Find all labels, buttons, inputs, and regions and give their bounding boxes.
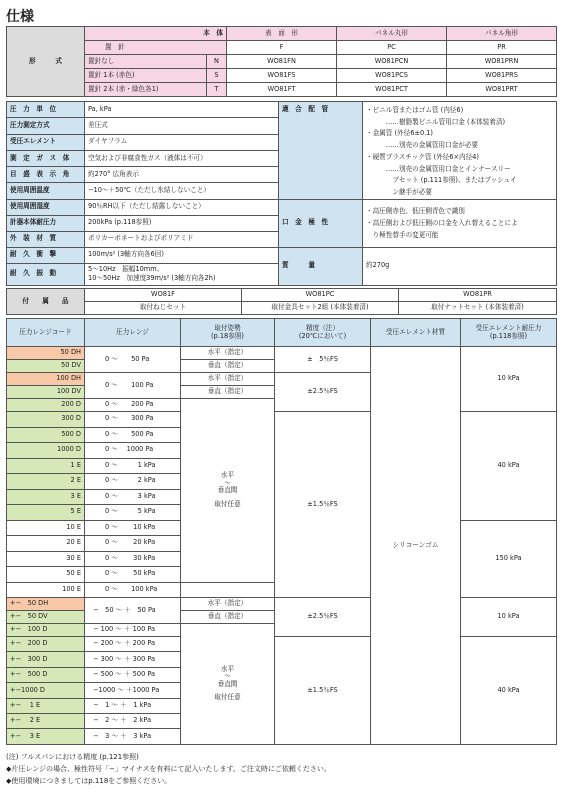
note-line: ◆片圧レンジの場合、極性符号「−」マイナスを有料にて記入いたします。ご注文時にご依頼ください。 [6,765,331,773]
spec-label: 計器本体耐圧力 [7,215,85,231]
range-code: 30 E [7,551,85,567]
range-value: − 2 〜 ＋ 2 kPa [85,713,181,728]
posture-horizontal: 水平（指定） [181,598,275,611]
range-code: +− 300 D [7,652,85,667]
range-code: 2 E [7,474,85,490]
pointer-option: 置針 2本 (赤・緑色各1) [85,83,207,97]
withstand-value: 40 kPa [461,412,557,521]
range-code: 100 E [7,582,85,598]
accuracy-value: ±2.5％FS [275,598,371,637]
range-code: +− 200 D [7,637,85,652]
range-value: 0 〜 3 kPa [85,489,181,505]
posture-free-line: 水平 [220,664,235,673]
accessory-model: WO81F [85,289,242,302]
range-code: 50 DH [7,347,85,360]
range-code: +− 3 E [7,729,85,744]
spec-value: 空気および非腐食性ガス（液体は不可） [85,150,279,166]
model-code: WO81PRS [447,69,557,83]
posture-vertical: 垂直（指定） [181,386,275,399]
range-code: 500 D [7,427,85,443]
model-code: WO81PCT [337,83,447,97]
piping-line: ・硬質プラスチック管 (外径6×内径4) [366,152,479,161]
posture-vertical: 垂直（指定） [181,360,275,373]
piping-label: 適 合 配 管 [279,102,363,200]
range-value: − 50 〜 ＋ 50 Pa [85,598,181,624]
model-code: WO81FS [227,69,337,83]
header-withstand-main: 受圧エレメント耐圧力 [475,323,542,332]
range-value: −1000 〜 ＋1000 Pa [85,683,181,698]
posture-free [181,624,275,745]
vibration-line: 5〜10Hz 振幅10mm、 [88,265,164,274]
model-code: WO81FT [227,83,337,97]
port-line: ・高圧側および低圧側の口金を入れ替えることによ [366,219,518,228]
header-withstand-sub: (p.118参照) [489,331,528,340]
spec-value: −10〜＋50℃（ただし氷結しないこと） [85,183,279,199]
range-value: 0 〜 50 Pa [85,347,181,373]
range-code: +− 500 D [7,667,85,682]
range-value: 0 〜 2 kPa [85,474,181,490]
accessory-table [6,288,557,315]
pointer-code: S [207,69,227,83]
spec-value [85,263,279,285]
range-code: 1 E [7,458,85,474]
range-code: +− 2 E [7,713,85,728]
range-value: 0 〜 100 kPa [85,582,181,598]
piping-line: ・ビニル管またはゴム管 (内径6) [366,106,464,114]
range-value: − 300 〜 ＋ 300 Pa [85,652,181,667]
spec-label: 外 装 材 質 [7,231,85,247]
model-table [6,26,557,97]
range-value: 0 〜 200 Pa [85,399,181,412]
range-code: 100 DV [7,386,85,399]
model-code: WO81PCS [337,69,447,83]
accuracy-value: ±2.5％FS [275,373,371,412]
pointer-code: N [207,55,227,69]
spec-value: 90％RH以下（ただし結露しないこと） [85,199,279,215]
piping-line: ・金属管 (外径6±0.1) [366,129,434,138]
posture-free-line: 取付任意 [214,499,241,508]
spec-label: 測 定 ガ ス 体 [7,150,85,166]
range-code: +− 1 E [7,698,85,713]
pointer-option: 置針 1本 (赤色) [85,69,207,83]
spec-label: 圧 力 単 位 [7,102,85,118]
posture-free [181,399,275,583]
range-value: 0 〜 30 kPa [85,551,181,567]
accessory-model: WO81PC [242,289,399,302]
range-value: 0 〜 10 kPa [85,520,181,536]
range-code: +−1000 D [7,683,85,698]
accuracy-value: ±1.5％FS [275,412,371,598]
note-line: ◆使用環境につきましてはp.118をご参照ください。 [6,777,172,785]
range-code: 100 DH [7,373,85,386]
spec-label: 圧力測定方式 [7,118,85,134]
posture-horizontal: 水平（指定） [181,373,275,386]
body-label: 本 体 [85,27,227,41]
spec-label: 耐 久 衝 撃 [7,247,85,263]
header-posture-main: 取付姿勢 [214,323,241,332]
spec-value: 100m/s² (3軸方向各6回) [85,247,279,263]
range-value: 0 〜 50 kPa [85,567,181,583]
range-value: 0 〜 100 Pa [85,373,181,399]
piping-line: ……別売の金属管用口金とインナースリー [366,164,511,173]
range-code: 5 E [7,505,85,521]
shape-code: F [227,41,337,55]
spec-label: 使用周囲温度 [7,183,85,199]
range-code: 10 E [7,520,85,536]
piping-line: ……別売の金属管用口金が必要 [366,141,479,150]
vibration-line: 10〜50Hz 加速度39m/s² (3軸方向各2h) [88,274,216,283]
port-label: 口 金 極 性 [279,199,363,247]
posture-free-line: 垂直間 [217,486,238,495]
range-value: 0 〜 1000 Pa [85,443,181,459]
spec-value: Pa, kPa [85,102,279,118]
header-posture-sub: (p.18参照) [210,331,244,340]
notes [6,751,331,787]
posture-free-line: 水平 [220,471,235,480]
range-value: 0 〜 20 kPa [85,536,181,552]
element-material: シリコーンゴム [371,347,461,745]
pointer-code: T [207,83,227,97]
shape-header: パネル丸形 [337,27,447,41]
port-line: ・高圧側赤色、低圧側青色で識別 [366,207,465,216]
range-code: 50 E [7,567,85,583]
header-accuracy [275,319,371,347]
accuracy-value: ± 5％FS [275,347,371,373]
header-withstand [461,319,557,347]
range-code: +− 100 D [7,624,85,637]
mass-value: 約270g [363,247,557,285]
pointer-label: 置 針 [85,41,227,55]
spec-value: 約270° 広角表示 [85,167,279,183]
range-code: +− 50 DV [7,611,85,624]
port-line: り極性替手の変更可能 [366,231,439,240]
range-code: 200 D [7,399,85,412]
spec-label: 目 盛 表 示 角 [7,167,85,183]
range-code: 20 E [7,536,85,552]
withstand-value: 40 kPa [461,637,557,745]
model-code: WO81FN [227,55,337,69]
pointer-option: 置針なし [85,55,207,69]
range-code: 300 D [7,412,85,428]
accessory-item: 取付ねじセット [85,302,242,315]
piping-line: ……樹脂製ビニル管用口金 (本体装着済) [366,117,506,126]
range-code: 50 DV [7,360,85,373]
piping-line: ブセット (p.111参照)、またはプッシュイ [366,176,517,185]
range-value: 0 〜 500 Pa [85,427,181,443]
piping-line: ン継手が必要 [366,187,432,196]
shape-header: 表 面 形 [227,27,337,41]
accessory-label: 付 属 品 [7,289,85,315]
range-value: − 3 〜 ＋ 3 kPa [85,729,181,744]
piping-value [363,102,557,200]
header-range: 圧力レンジ [85,319,181,347]
withstand-value: 10 kPa [461,598,557,637]
range-code: 1000 D [7,443,85,459]
spec-label: 使用周囲湿度 [7,199,85,215]
posture-free-line: 〜 [224,478,231,487]
spec-label: 耐 久 振 動 [7,263,85,285]
range-value: 0 〜 5 kPa [85,505,181,521]
withstand-value: 10 kPa [461,347,557,412]
posture-free-line: 〜 [224,672,231,681]
range-table [6,318,557,745]
header-accuracy-sub: (20℃において) [298,331,347,340]
spec-value: ダイヤフラム [85,134,279,150]
posture-free-line: 垂直間 [217,679,238,688]
spec-value: ポリカーボネートおよびポリアミド [85,231,279,247]
posture-vertical: 垂直（指定） [181,611,275,624]
spec-value: 差圧式 [85,118,279,134]
spec-value: 200kPa (p.118参照) [85,215,279,231]
accessory-item: 取付金具セット2組 (本体装着済) [242,302,399,315]
note-line: (注) フルスパンにおける精度 (p.121参照) [6,753,139,761]
model-code: WO81PCN [337,55,447,69]
range-code: 3 E [7,489,85,505]
model-row-label: 形 式 [7,27,85,97]
header-code: 圧力レンジコード [7,319,85,347]
shape-code: PC [337,41,447,55]
mass-label: 質 量 [279,247,363,285]
range-code: +− 50 DH [7,598,85,611]
posture-horizontal: 水平（指定） [181,347,275,360]
accuracy-value: ±1.5％FS [275,637,371,745]
spec-label: 受圧エレメント [7,134,85,150]
header-posture [181,319,275,347]
range-value: 0 〜 300 Pa [85,412,181,428]
shape-header: パネル角形 [447,27,557,41]
range-value: 0 〜 1 kPa [85,458,181,474]
withstand-value: 150 kPa [461,520,557,598]
range-value: − 1 〜 ＋ 1 kPa [85,698,181,713]
range-value: − 200 〜 ＋ 200 Pa [85,637,181,652]
spec-table [6,101,557,286]
range-value: − 100 〜 ＋ 100 Pa [85,624,181,637]
port-value [363,199,557,247]
accessory-model: WO81PR [399,289,557,302]
header-accuracy-main: 精度（注） [306,323,339,332]
accessory-item: 取付ナットセット (本体装着済) [399,302,557,315]
header-element: 受圧エレメント材質 [371,319,461,347]
range-value: − 500 〜 ＋ 500 Pa [85,667,181,682]
model-code: WO81PRN [447,55,557,69]
model-code: WO81PRT [447,83,557,97]
posture-free-line: 取付任意 [214,693,241,702]
shape-code: PR [447,41,557,55]
page-title: 仕様 [6,9,34,25]
